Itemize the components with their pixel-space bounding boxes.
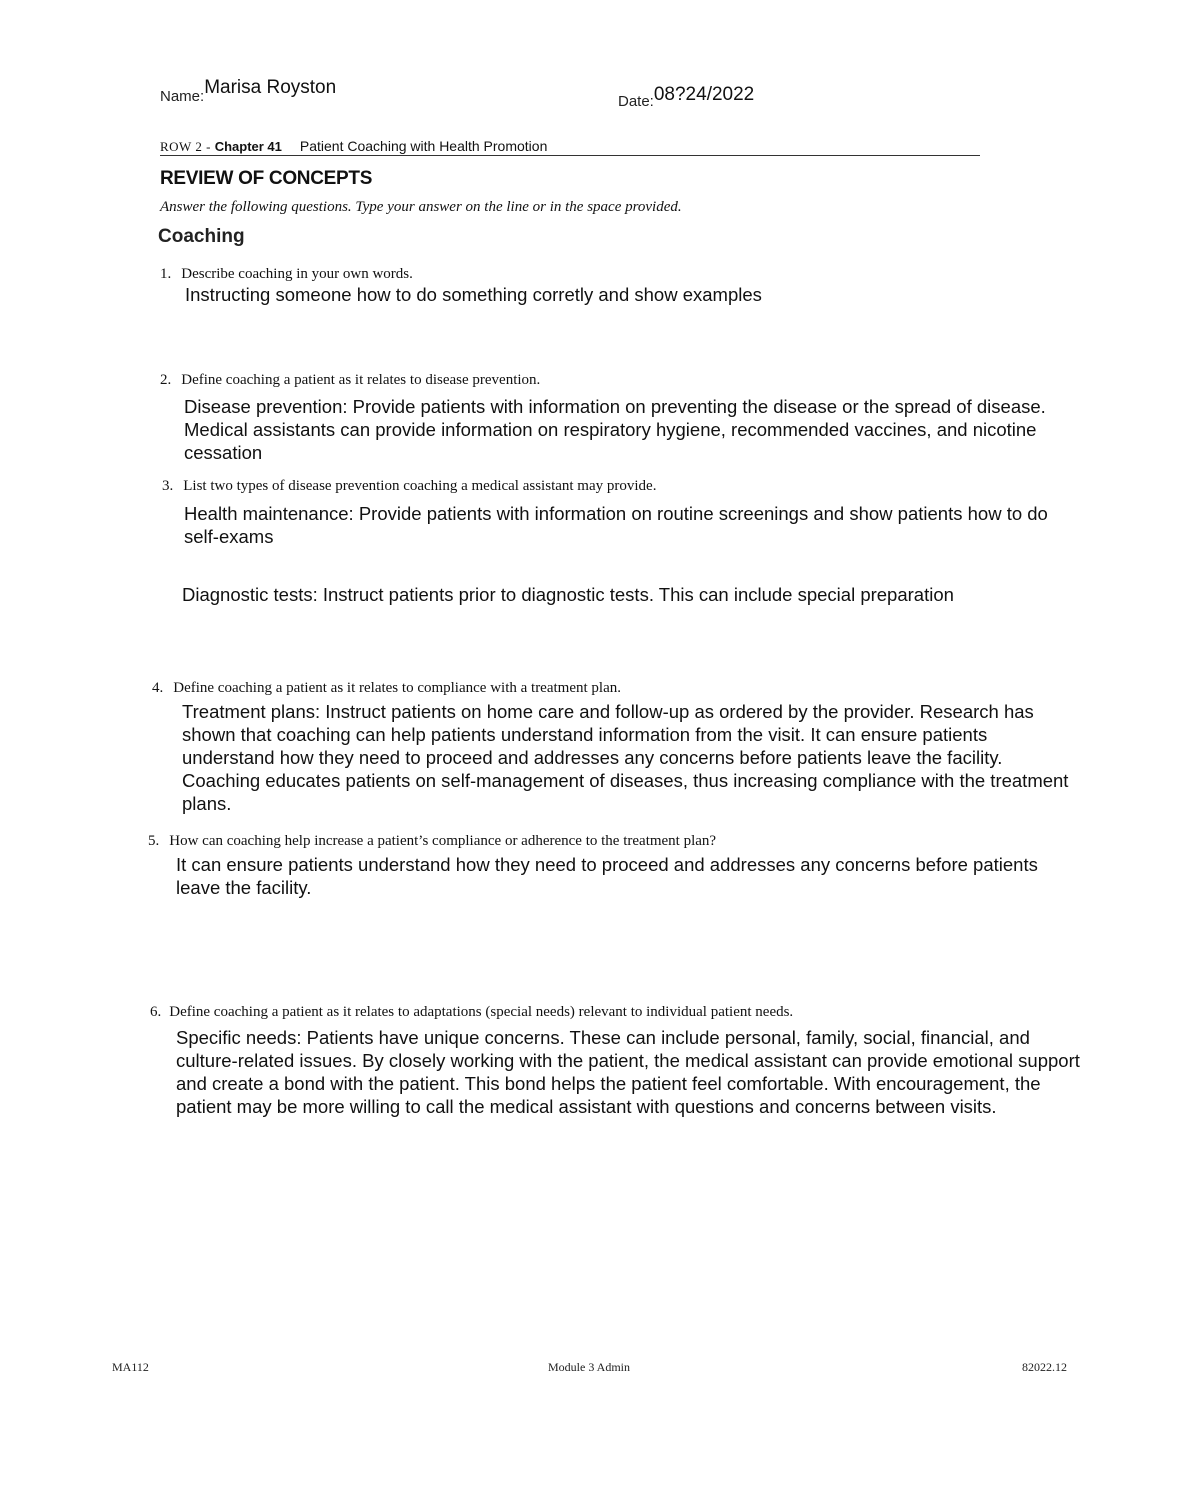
row-prefix: ROW 2 - — [160, 139, 215, 154]
answer-text: Specific needs: Patients have unique concerns. These can include personal, family, social, financial, and culture-related issues. By closely working with the patient, the medical assistant can provide emotional support and create a bond with the patient. This bond helps the patient feel comfortable. With encouragement, the patient may be more willing to call the medical assistant with questions and concerns between visits. — [176, 1027, 1080, 1117]
instructions: Answer the following questions. Type your answer on the line or in the space provided. — [160, 199, 682, 215]
answer-5[interactable] — [176, 853, 1076, 899]
subheading-coaching: Coaching — [158, 226, 245, 247]
answer-text: It can ensure patients understand how they need to proceed and addresses any concerns before patients leave the facility. — [176, 854, 1038, 898]
question-number: 3. — [162, 478, 174, 494]
name-value[interactable]: Marisa Royston — [204, 77, 337, 98]
answer-text: Health maintenance: Provide patients with information on routine screenings and show patients how to do self-exams — [184, 503, 1048, 547]
chapter-number: Chapter 41 — [214, 139, 282, 154]
question-number: 5. — [148, 833, 160, 849]
answer-text: Disease prevention: Provide patients with information on preventing the disease or the spread of disease. Medical assistants can provide information on respiratory hygiene, recommended vaccines, and nicotine cessation — [184, 396, 1046, 463]
answer-6[interactable] — [176, 1026, 1091, 1118]
question-text: Describe coaching in your own words. — [181, 266, 413, 282]
date-field — [618, 84, 755, 112]
question-4 — [152, 679, 621, 697]
answer-text: Treatment plans: Instruct patients on home care and follow-up as ordered by the provider. Research has shown that coaching can help patients understand information from the visit. It can ensure patients understand how they need to proceed and addresses any concerns before patients leave the facility. Coaching educates patients on self-management of diseases, thus increasing compliance with the treatment plans. — [182, 701, 1069, 814]
date-label: Date: — [618, 93, 654, 110]
answer-text: Instructing someone how to do something corretly and show examples — [185, 284, 762, 305]
answer-1[interactable] — [185, 283, 1055, 306]
answer-3a[interactable] — [184, 502, 1074, 548]
answer-2[interactable] — [184, 395, 1084, 464]
question-text: Define coaching a patient as it relates to adaptations (special needs) relevant to individual patient needs. — [169, 1004, 794, 1020]
answer-4[interactable] — [182, 700, 1077, 815]
question-number: 6. — [150, 1004, 162, 1020]
question-text: Define coaching a patient as it relates to compliance with a treatment plan. — [173, 680, 621, 696]
chapter-title: Patient Coaching with Health Promotion — [299, 138, 548, 154]
footer-code: 82022.12 — [1022, 1360, 1067, 1374]
question-2 — [160, 371, 540, 389]
chapter-header — [160, 138, 547, 156]
date-value[interactable]: 08?24/2022 — [653, 84, 755, 105]
footer-course: MA112 — [112, 1360, 149, 1374]
question-6 — [150, 1003, 793, 1021]
question-text: Define coaching a patient as it relates to disease prevention. — [181, 372, 541, 388]
footer-module: Module 3 Admin — [548, 1360, 631, 1374]
question-1 — [160, 265, 413, 283]
question-5 — [148, 832, 716, 850]
question-text: How can coaching help increase a patient’s compliance or adherence to the treatment plan? — [169, 833, 717, 849]
question-number: 1. — [160, 266, 172, 282]
question-3 — [162, 477, 656, 495]
header-divider — [160, 155, 980, 156]
question-number: 4. — [152, 680, 164, 696]
question-text: List two types of disease prevention coaching a medical assistant may provide. — [183, 478, 657, 494]
name-label: Name: — [160, 88, 205, 105]
name-field — [160, 77, 337, 107]
answer-3b[interactable] — [182, 583, 1072, 606]
answer-text: Diagnostic tests: Instruct patients prior to diagnostic tests. This can include special preparation — [182, 584, 954, 605]
section-title: REVIEW OF CONCEPTS — [160, 168, 373, 189]
question-number: 2. — [160, 372, 172, 388]
